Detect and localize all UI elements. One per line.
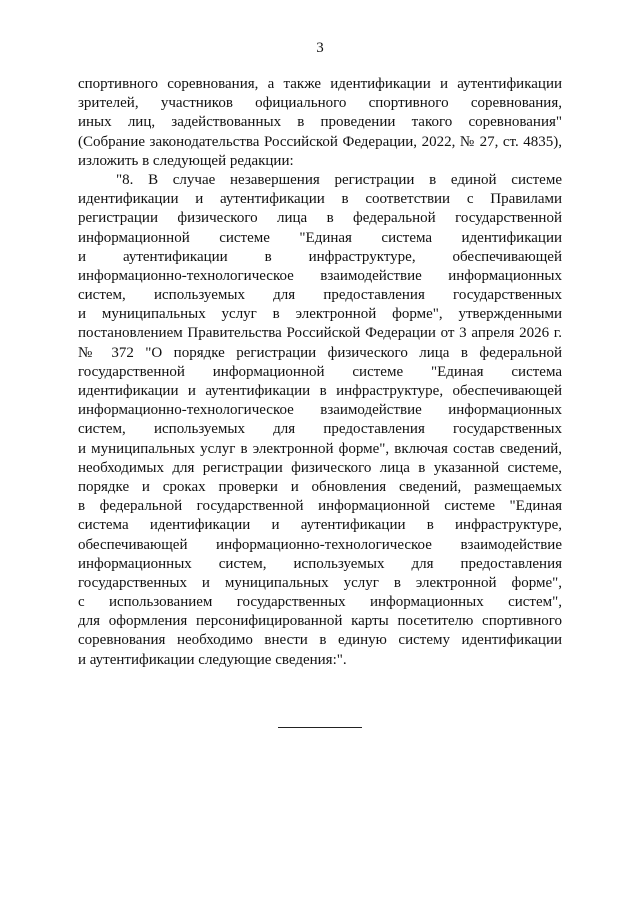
text-line: и муниципальных услуг в электронной форме", утвержденными <box>78 306 562 323</box>
text-line: информационно-технологическое взаимодействие информационных <box>78 402 562 419</box>
text-line: постановлением Правительства Российской Федерации от 3 апреля 2026 г. <box>78 325 562 342</box>
text-line: "8. В случае незавершения регистрации в единой системе <box>116 171 562 188</box>
text-line: идентификации и аутентификации в инфраструктуре, обеспечивающей <box>78 383 562 399</box>
page-number: 3 <box>316 40 324 56</box>
document-body <box>78 75 562 670</box>
text-line: иных лиц, задействованных в проведении такого соревнования" <box>78 114 562 131</box>
text-line: соревнования необходимо внести в единую систему идентификации <box>78 632 562 649</box>
text-line: спортивного соревнования, а также идентификации и аутентификации <box>78 76 562 92</box>
paragraph-amendment-intro <box>78 75 562 171</box>
text-line: для оформления персонифицированной карты посетителю спортивного <box>78 613 562 630</box>
text-line: необходимых для регистрации физического лица в указанной системе, <box>78 459 562 476</box>
text-line: с использованием государственных информационных систем", <box>78 594 562 611</box>
end-separator-line <box>278 727 362 728</box>
text-line: информационно-технологическое взаимодействие информационных <box>78 267 562 284</box>
text-line: (Собрание законодательства Российской Федерации, 2022, № 27, ст. 4835), <box>78 133 562 150</box>
text-line: в федеральной государственной информационной системе "Единая <box>78 498 562 515</box>
text-line: информационных систем, используемых для предоставления <box>78 555 562 572</box>
text-line: № 372 "О порядке регистрации физического лица в федеральной <box>78 344 562 361</box>
text-line: и аутентификации следующие сведения:". <box>78 651 347 668</box>
text-line: государственных и муниципальных услуг в электронной форме", <box>78 574 562 591</box>
text-line: информационной системе "Единая система идентификации <box>78 229 562 246</box>
text-line: обеспечивающей информационно-технологическое взаимодействие <box>78 536 562 553</box>
text-line: государственной информационной системе "Единая система <box>78 363 562 380</box>
text-line: система идентификации и аутентификации в инфраструктуре, <box>78 517 562 534</box>
paragraph-clause-8 <box>78 171 562 670</box>
text-line: порядке и сроках проверки и обновления сведений, размещаемых <box>78 478 562 495</box>
text-line: изложить в следующей редакции: <box>78 152 294 169</box>
text-line: и аутентификации в инфраструктуре, обеспечивающей <box>78 248 562 265</box>
text-line: идентификации и аутентификации в соответствии с Правилами <box>78 191 562 208</box>
text-line: зрителей, участников официального спортивного соревнования, <box>78 95 562 112</box>
text-line: и муниципальных услуг в электронной форме", включая состав сведений, <box>78 440 562 457</box>
text-line: регистрации физического лица в федеральной государственной <box>78 210 562 227</box>
text-line: систем, используемых для предоставления государственных <box>78 287 562 304</box>
text-line: систем, используемых для предоставления государственных <box>78 421 562 438</box>
